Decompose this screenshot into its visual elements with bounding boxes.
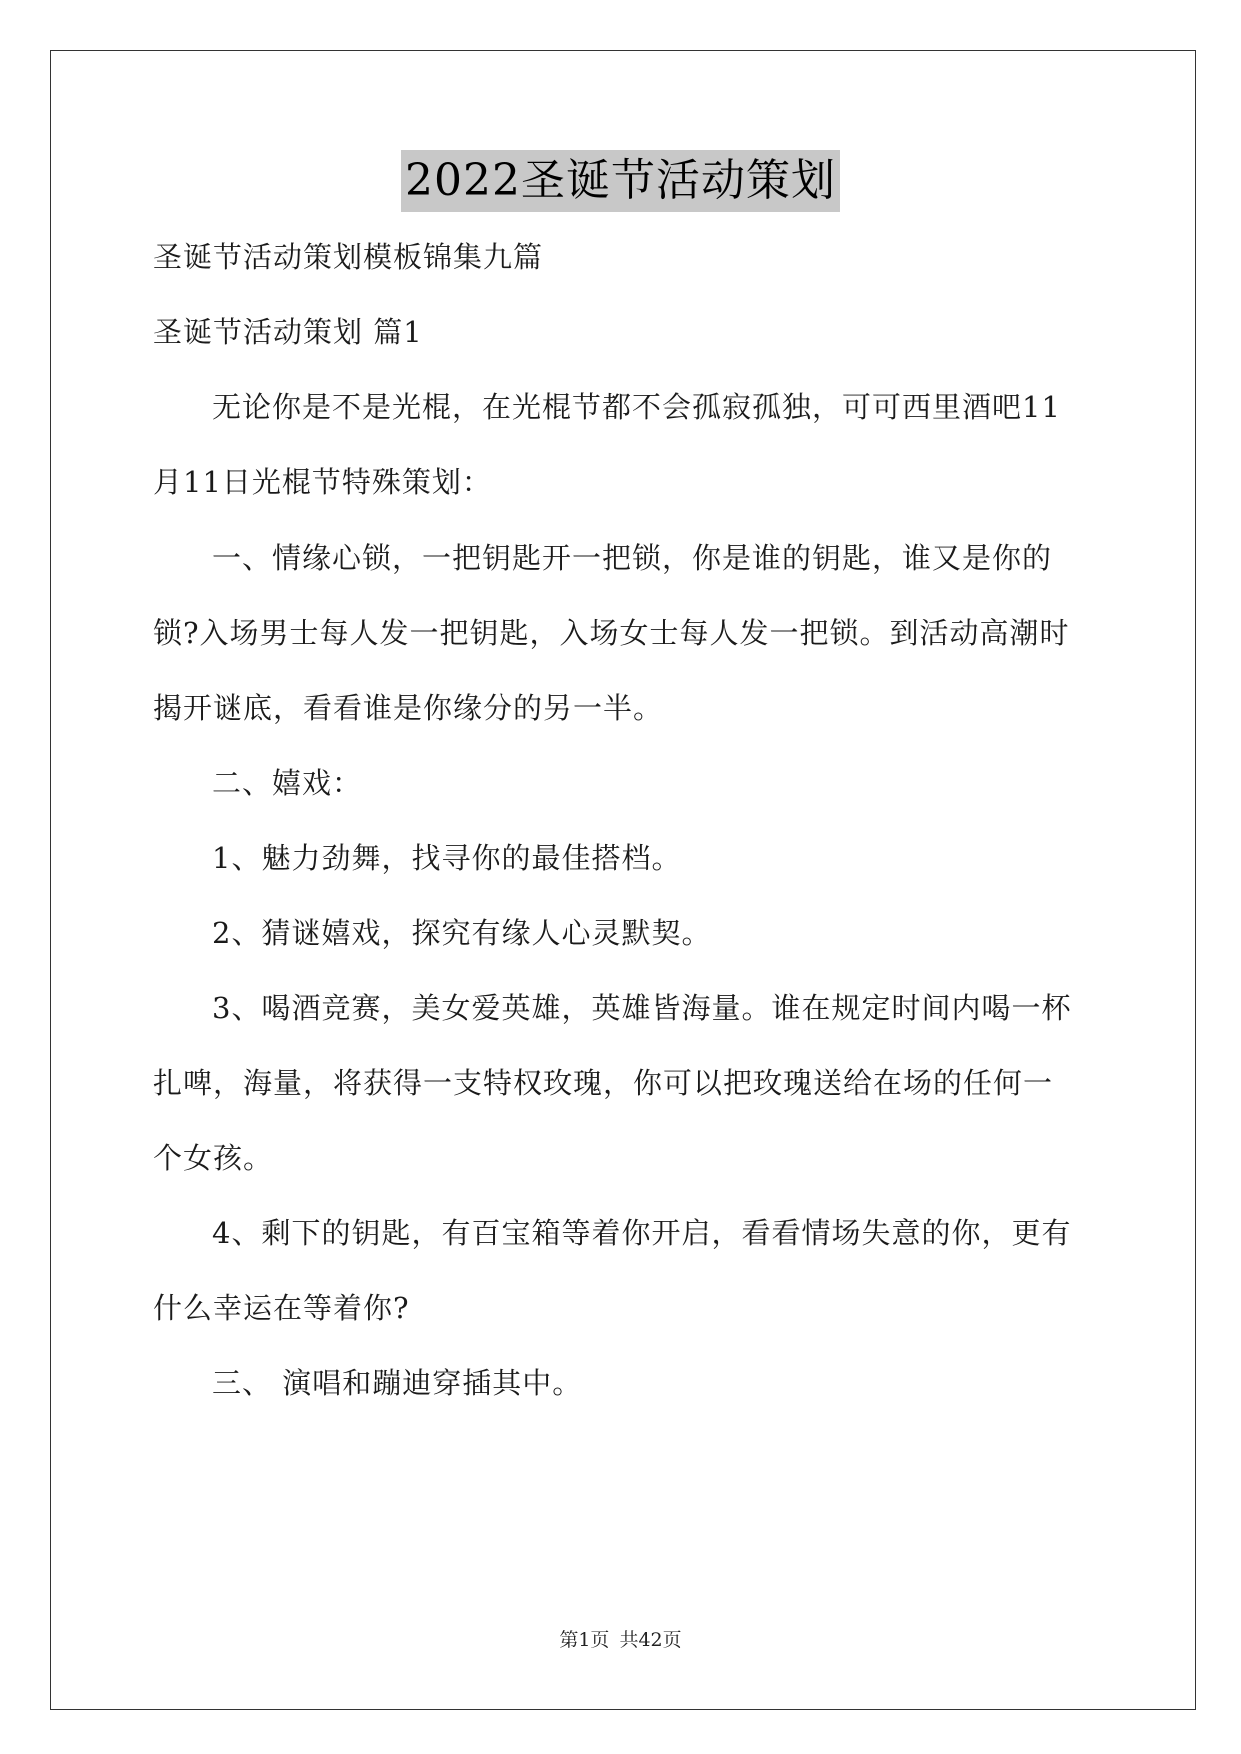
page-number: 第1页 [559, 1629, 610, 1651]
paragraph-line: 二、嬉戏： [212, 766, 363, 800]
paragraph-line: 什么幸运在等着你? [153, 1291, 410, 1325]
page-border [50, 50, 1196, 1710]
page-total: 共42页 [619, 1629, 682, 1651]
paragraph-line: 揭开谜底，看看谁是你缘分的另一半。 [153, 691, 664, 725]
document-title: 2022圣诞节活动策划 [401, 150, 840, 212]
paragraph-line: 无论你是不是光棍，在光棍节都不会孤寂孤独，可可西里酒吧11 [212, 390, 1061, 424]
list-item: 2、猜谜嬉戏，探究有缘人心灵默契。 [212, 916, 712, 950]
paragraph-line: 扎啤，海量，将获得一支特权玫瑰，你可以把玫瑰送给在场的任何一 [153, 1066, 1054, 1100]
paragraph-line: 个女孩。 [153, 1141, 274, 1175]
paragraph-line: 一、情缘心锁，一把钥匙开一把锁，你是谁的钥匙，谁又是你的 [212, 541, 1053, 575]
list-item: 1、魅力劲舞，找寻你的最佳搭档。 [212, 841, 682, 875]
paragraph-line: 锁?入场男士每人发一把钥匙，入场女士每人发一把锁。到活动高潮时 [153, 616, 1070, 650]
subtitle-line: 圣诞节活动策划模板锦集九篇 [153, 240, 544, 274]
page-footer [0, 1627, 1241, 1653]
paragraph-line: 三、 演唱和蹦迪穿插其中。 [212, 1366, 583, 1400]
list-item: 3、喝酒竞赛，美女爱英雄，英雄皆海量。谁在规定时间内喝一杯 [212, 991, 1072, 1025]
paragraph-line: 月11日光棍节特殊策划： [153, 465, 492, 499]
list-item: 4、剩下的钥匙，有百宝箱等着你开启，看看情场失意的你，更有 [212, 1216, 1072, 1250]
section-heading: 圣诞节活动策划 篇1 [153, 315, 423, 349]
title-container [0, 150, 1241, 212]
